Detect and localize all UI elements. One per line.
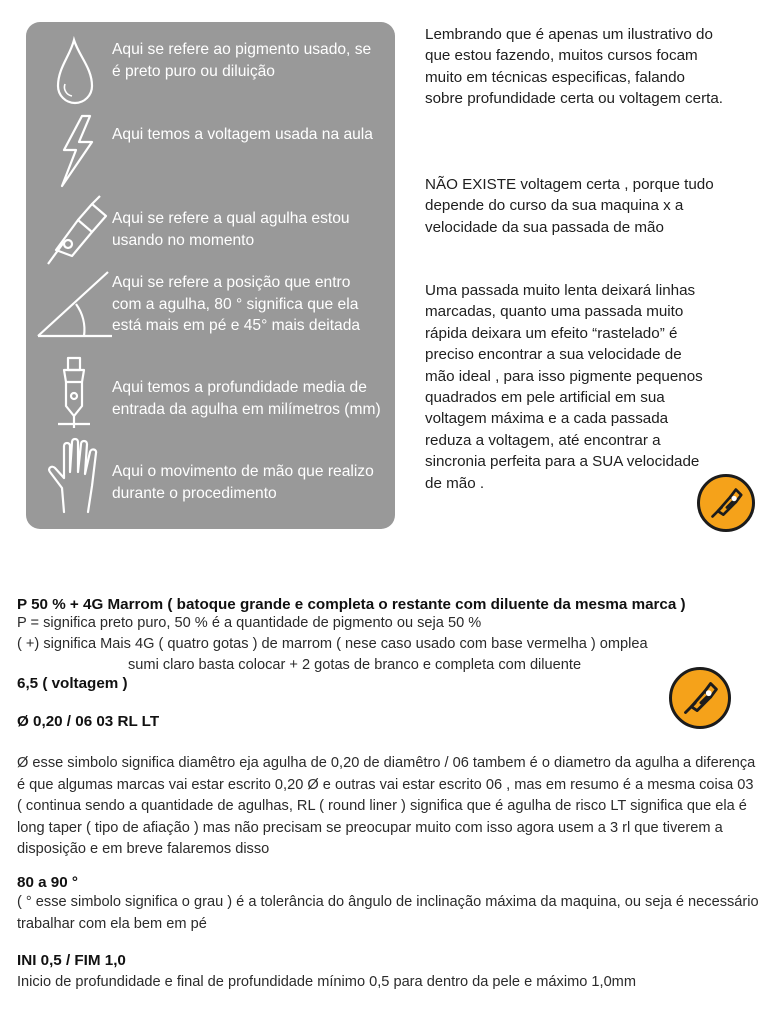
- angle-description: ( ° esse simbolo significa o grau ) é a tolerância do ângulo de inclinação máxima da maquina, ou seja é necessário trabalhar com ela bem em pé: [17, 894, 759, 932]
- angle-icon: [34, 266, 118, 346]
- legend-text-voltage: Aqui temos a voltagem usada na aula: [112, 126, 373, 143]
- tattoo-machine-badge-icon: [697, 474, 755, 532]
- side-paragraph-1: Lembrando que é apenas um ilustrativo do que estou fazendo, muitos cursos focam muito em técnicas especificas, falando sobre profundidade certa ou voltagem certa.: [425, 26, 724, 108]
- needle-description: Ø esse simbolo significa diamêtro eja agulha de 0,20 de diamêtro / 06 tambem é o diametro da agulha a diferença é que algumas marcas vai estar escrito 0,20 Ø e outras vai estar escrito 06 , mas em resumo é a mesma coisa 03 ( continua sendo a quantidade de agulhas, RL ( round liner ) significa que é agulha de risco LT significa que ela é long taper ( tipo de afiação ) mas não precisam se preocupar muito com isso agora usem a 3 rl que tiverem a disposição e em breve falaremos disso: [17, 755, 756, 857]
- tattoo-machine-badge-icon: [669, 667, 731, 729]
- legend-item-angle: [26, 266, 395, 358]
- legend-text-needle: Aqui se refere a qual agulha estou usando no momento: [112, 210, 350, 249]
- side-paragraph-2: NÃO EXISTE voltagem certa , porque tudo depende do curso da sua maquina x a velocidade da sua passada de mão: [425, 176, 714, 236]
- pigment-title: P 50 % + 4G Marrom ( batoque grande e completa o restante com diluente da mesma marca ): [17, 596, 686, 613]
- legend-item-voltage: [26, 114, 395, 184]
- depth-description: Inicio de profundidade e final de profundidade mínimo 0,5 para dentro da pele e máximo 1,0mm: [17, 974, 636, 990]
- angle-title: 80 a 90 °: [17, 874, 78, 891]
- lightning-bolt-icon: [34, 112, 118, 192]
- pigment-line-3: sumi claro basta colocar + 2 gotas de branco e completa com diluente: [128, 657, 582, 673]
- side-paragraph-3: Uma passada muito lenta deixará linhas marcadas, quanto uma passada muito rápida deixara um efeito “rastelado” é preciso encontrar a sua velocidade de mão ideal , para isso pigmente pequenos quadrados em pele artificial em sua voltagem máxima e a cada passada reduza a voltagem, até encontrar a sincronia perfeita para a SUA velocidade de mão .: [425, 282, 703, 492]
- legend-item-needle: [26, 186, 395, 266]
- legend-text-depth: Aqui temos a profundidade media de entrada da agulha em milímetros (mm): [112, 379, 381, 418]
- legend-text-pigment: Aqui se refere ao pigmento usado, se é preto puro ou diluição: [112, 41, 372, 80]
- ink-drop-icon: [34, 34, 118, 114]
- legend-item-pigment: [26, 34, 395, 114]
- pigment-line-2: ( +) significa Mais 4G ( quatro gotas ) de marrom ( nese caso usado com base vermelha ) omplea: [17, 636, 648, 652]
- depth-title: INI 0,5 / FIM 1,0: [17, 952, 126, 969]
- needle-title: Ø 0,20 / 06 03 RL LT: [17, 713, 160, 730]
- legend-panel: [26, 22, 395, 529]
- needle-cartridge-icon: [34, 190, 118, 270]
- legend-item-hand: [26, 434, 395, 524]
- hand-icon: [34, 434, 118, 514]
- legend-text-angle: Aqui se refere a posição que entro com a agulha, 80 ° significa que ela está mais em pé e 45° mais deitada: [112, 274, 361, 334]
- voltage-title: 6,5 ( voltagem ): [17, 675, 128, 692]
- pigment-line-1: P = significa preto puro, 50 % é a quantidade de pigmento ou seja 50 %: [17, 615, 482, 631]
- legend-item-depth: [26, 352, 395, 434]
- legend-text-hand: Aqui o movimento de mão que realizo durante o procedimento: [112, 463, 374, 502]
- needle-depth-icon: [34, 352, 118, 432]
